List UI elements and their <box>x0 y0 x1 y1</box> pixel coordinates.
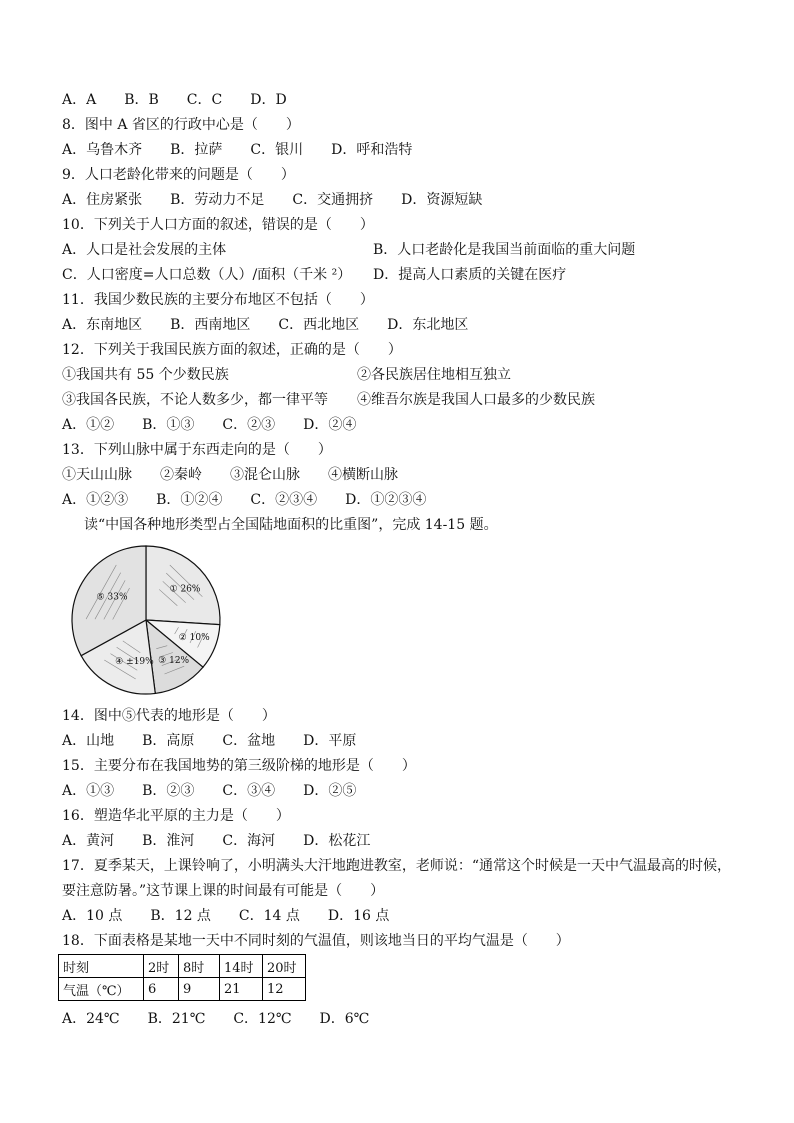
terrain-pie-chart <box>66 538 226 698</box>
q13-statements: ①天山山脉 ②秦岭 ③混仑山脉 ④横断山脉 <box>62 467 398 483</box>
q10-stem: 10．下列关于人口方面的叙述，错误的是（ ） <box>62 217 374 233</box>
q9-stem: 9．人口老龄化带来的问题是（ ） <box>62 167 295 183</box>
temperature-table <box>58 954 306 1001</box>
q12-statement-4: ④维吾尔族是我国人口最多的少数民族 <box>357 392 595 408</box>
q12-stem: 12．下列关于我国民族方面的叙述，正确的是（ ） <box>62 342 402 358</box>
slice-number-label: ④ <box>115 656 124 667</box>
q16-stem: 16．塑造华北平原的主力是（ ） <box>62 808 290 824</box>
table-cell: 21 <box>220 978 263 1001</box>
q12-statement-3: ③我国各民族，不论人数多少，都一律平等 <box>62 392 328 408</box>
q11-stem: 11．我国少数民族的主要分布地区不包括（ ） <box>62 292 374 308</box>
q9-options: A．住房紧张 B．劳动力不足 C．交通拥挤 D．资源短缺 <box>62 192 483 208</box>
q15-stem: 15．主要分布在我国地势的第三级阶梯的地形是（ ） <box>62 758 416 774</box>
q10-option-c: C．人口密度=人口总数（人）/面积（千米 ²） <box>62 267 352 283</box>
slice-number-label: ③ <box>158 656 167 667</box>
table-row <box>59 955 306 978</box>
slice-percent-label: 10% <box>189 632 210 643</box>
q11-options: A．东南地区 B．西南地区 C．西北地区 D．东北地区 <box>62 317 469 333</box>
table-cell: 9 <box>179 978 220 1001</box>
table-cell: 6 <box>144 978 179 1001</box>
q8-options: A．乌鲁木齐 B．拉萨 C．银川 D．呼和浩特 <box>62 142 413 158</box>
q14-stem: 14．图中⑤代表的地形是（ ） <box>62 708 276 724</box>
chart-intro: 读“中国各种地形类型占全国陆地面积的比重图”，完成 14-15 题。 <box>84 517 498 533</box>
q17-options: A．10 点 B．12 点 C．14 点 D．16 点 <box>62 908 390 924</box>
q17-stem-line2: 要注意防暑。”这节课上课的时间最有可能是（ ） <box>62 883 385 899</box>
q17-stem-line1: 17．夏季某天，上课铃响了，小明满头大汗地跑进教室，老师说：“通常这个时候是一天中气温最高的时候， <box>62 858 731 874</box>
slice-number-label: ② <box>178 632 187 643</box>
table-cell: 2时 <box>144 955 179 978</box>
q13-stem: 13．下列山脉中属于东西走向的是（ ） <box>62 442 332 458</box>
table-cell: 12 <box>263 978 306 1001</box>
q10-option-d: D．提高人口素质的关键在医疗 <box>373 267 567 283</box>
slice-number-label: ① <box>169 584 178 595</box>
q8-stem: 8．图中 A 省区的行政中心是（ ） <box>62 117 300 133</box>
table-cell: 气温（℃） <box>59 978 144 1001</box>
q12-statement-1: ①我国共有 55 个少数民族 <box>62 367 229 383</box>
q14-options: A．山地 B．高原 C．盆地 D．平原 <box>62 733 357 749</box>
q15-options: A．①③ B．②③ C．③④ D．②⑤ <box>62 783 357 799</box>
table-cell: 20时 <box>263 955 306 978</box>
q18-options: A．24℃ B．21℃ C．12℃ D．6℃ <box>62 1011 370 1027</box>
slice-percent-label: 26% <box>180 584 201 595</box>
table-row <box>59 978 306 1001</box>
slice-percent-label: ±19% <box>126 656 154 667</box>
slice-percent-label: 33% <box>107 592 128 603</box>
q16-options: A．黄河 B．淮河 C．海河 D．松花江 <box>62 833 371 849</box>
q7-options: A．A B．B C．C D．D <box>62 92 287 108</box>
q18-stem: 18．下面表格是某地一天中不同时刻的气温值，则该地当日的平均气温是（ ） <box>62 933 570 949</box>
slice-percent-label: 12% <box>169 656 190 667</box>
table-cell: 时刻 <box>59 955 144 978</box>
table-cell: 14时 <box>220 955 263 978</box>
q12-statement-2: ②各民族居住地相互独立 <box>357 367 511 383</box>
slice-number-label: ⑤ <box>96 592 105 603</box>
q13-options: A．①②③ B．①②④ C．②③④ D．①②③④ <box>62 492 427 508</box>
q10-option-a: A．人口是社会发展的主体 <box>62 242 227 258</box>
table-cell: 8时 <box>179 955 220 978</box>
q10-option-b: B．人口老龄化是我国当前面临的重大问题 <box>373 242 636 258</box>
q12-options: A．①② B．①③ C．②③ D．②④ <box>62 417 357 433</box>
